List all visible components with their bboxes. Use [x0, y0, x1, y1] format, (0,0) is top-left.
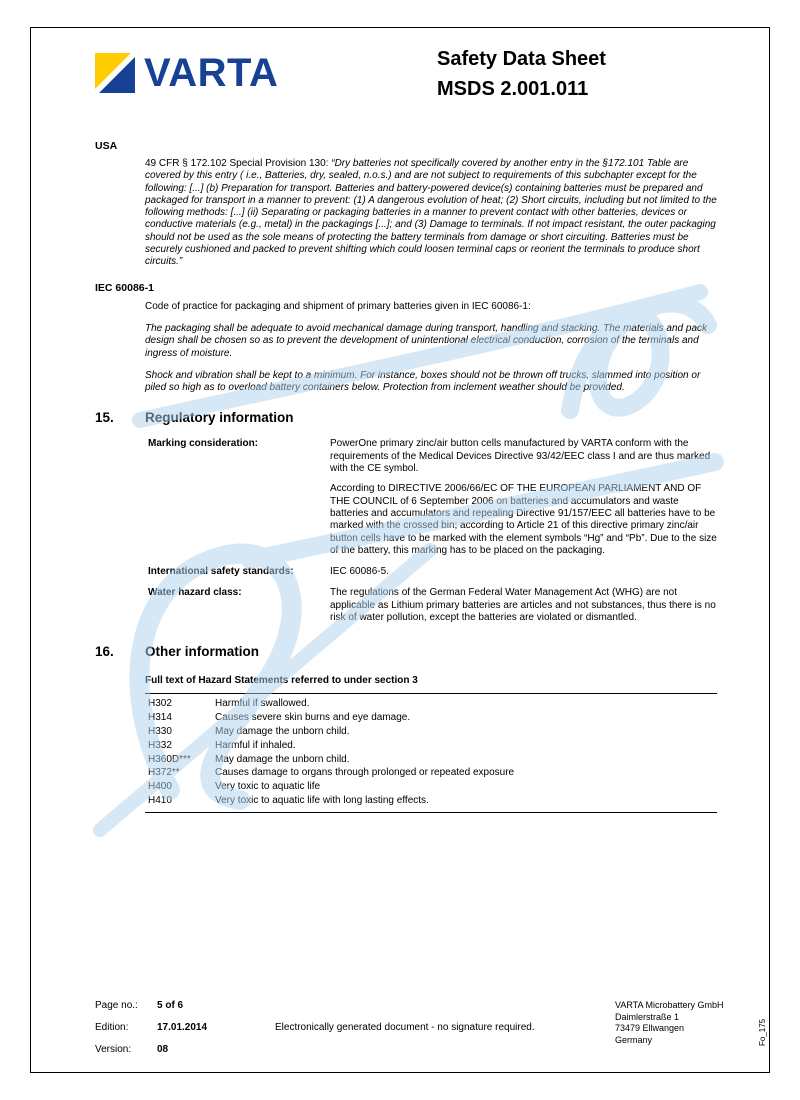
logo-wordmark: VARTA [144, 51, 279, 95]
regulatory-value-paragraph: According to DIRECTIVE 2006/66/EC OF THE EUROPEAN PARLIAMENT AND OF THE COUNCIL of 6 September 2006 on batteries and accumulators and waste batteries and accumulators and repealing Directive 91/157/EEC all batteries have to be marked with the crossed bin; according to Article 21 of this directive primary zinc/air button cells have to be marked with the element symbols “Hg” and “Pb”. Due to the size of the battery, this marking has to be placed on the packaging. [330, 483, 717, 556]
usa-paragraph-lead: 49 CFR § 172.102 Special Provision 130: [145, 158, 332, 169]
hazard-text: Very toxic to aquatic life [215, 781, 321, 793]
company-street: Daimlerstraße 1 [615, 1011, 680, 1022]
form-code: Fo_175 [758, 1018, 767, 1046]
hazard-code: H372** [148, 767, 180, 779]
company-country: Germany [615, 1034, 653, 1045]
version-value: 08 [157, 1044, 169, 1055]
hazard-row [145, 697, 717, 711]
hazard-text: Harmful if swallowed. [215, 698, 310, 710]
section-16-heading [95, 644, 717, 659]
regulatory-row-water-hazard [95, 587, 717, 624]
hazard-code: H400 [148, 781, 172, 793]
hazard-code: H330 [148, 725, 172, 737]
section-15-heading [95, 410, 717, 425]
hazard-code: H360D*** [148, 753, 191, 765]
edition-label: Edition: [95, 1022, 129, 1033]
hazard-code: H332 [148, 739, 172, 751]
hazard-row [145, 753, 717, 767]
regulatory-row-marking [95, 438, 717, 557]
regulatory-table [95, 438, 717, 624]
section-15-title: Regulatory information [145, 410, 294, 426]
company-city: 73479 Ellwangen [615, 1023, 685, 1033]
iec-intro: Code of practice for packaging and shipment of primary batteries given in IEC 60086-1: [145, 300, 531, 312]
usa-paragraph [145, 158, 717, 269]
hazard-text: Causes damage to organs through prolonged or repeated exposure [215, 767, 515, 779]
regulatory-row-label: Water hazard class: [148, 587, 242, 599]
regulatory-row-value [330, 438, 717, 557]
hazard-row [145, 780, 717, 794]
hazard-row [145, 711, 717, 725]
hazard-text: May damage the unborn child. [215, 753, 350, 765]
regulatory-row-label: International safety standards: [148, 566, 294, 578]
hazard-row [145, 725, 717, 739]
hazard-code: H302 [148, 698, 172, 710]
hazard-row [145, 766, 717, 780]
document-number: MSDS 2.001.011 [437, 78, 589, 100]
regulatory-row-label: Marking consideration: [148, 438, 259, 450]
company-address-block [615, 1000, 724, 1046]
regulatory-value-paragraph: PowerOne primary zinc/air button cells manufactured by VARTA conform with the requirements of the Medical Devices Directive 93/42/EEC class I and are thus marked with the CE symbol. [330, 438, 711, 475]
section-15-number: 15. [95, 410, 114, 426]
regulatory-row-value [330, 587, 717, 624]
signature-note: Electronically generated document - no signature required. [275, 1022, 535, 1033]
regulatory-value-paragraph: The regulations of the German Federal Water Management Act (WHG) are not applicable as Lithium primary batteries are articles and not substances, thus there is no risk of water pollution, except the batteries are violated or dismantled. [330, 587, 716, 624]
page-number-value: 5 of 6 [157, 1000, 184, 1011]
version-label: Version: [95, 1044, 132, 1055]
regulatory-value-paragraph: IEC 60086-5. [330, 566, 389, 578]
section-16-title: Other information [145, 644, 259, 660]
page-number-label: Page no.: [95, 1000, 138, 1011]
hazard-text: Very toxic to aquatic life with long lasting effects. [215, 794, 429, 806]
regulatory-row-value [330, 566, 717, 578]
iec-paragraph-2: Shock and vibration shall be kept to a minimum. For instance, boxes should not be thrown off trucks, slammed into position or piled so high as to overload battery containers below. Protection from inclement weather should be provided. [145, 369, 701, 394]
hazard-code: H410 [148, 794, 172, 806]
edition-value: 17.01.2014 [157, 1022, 208, 1033]
page-footer [95, 1000, 775, 1066]
section-16-number: 16. [95, 644, 114, 660]
hazard-row [145, 739, 717, 753]
hazard-statements-title: Full text of Hazard Statements referred to under section 3 [145, 675, 418, 687]
hazard-row [145, 794, 717, 808]
hazard-text: Harmful if inhaled. [215, 739, 296, 751]
footer-version-row [95, 1044, 775, 1066]
iec-heading: IEC 60086-1 [95, 281, 154, 294]
hazard-statements-table [145, 693, 717, 812]
varta-logo [95, 52, 278, 94]
document-type: Safety Data Sheet [437, 48, 606, 70]
varta-logo-icon [95, 53, 135, 93]
usa-paragraph-quote: “Dry batteries not specifically covered by another entry in the §172.101 Table are covered by this entry ( i.e., Batteries, dry, sealed, n.o.s.) and are not subject to requirements of this subchapter except for the following: [...] (b) Preparation for transport. Batteries and battery-powered device(s) containing batteries must be prepared and packaged for transport in a manner to prevent: (1) A dangerous evolution of heat; (2) Short circuits, including but not limited to the following methods: [...] (ii) Separating or packaging batteries in a manner to prevent contact with other batteries, devices or conductive materials (e.g., metal) in the packagings [...]; and (3) Damage to terminals. If not impact resistant, the outer packaging should not be used as the sole means of protecting the battery terminals from damage or short circuiting. Batteries must be securely cushioned and packed to prevent shifting which could loosen terminal caps or reorient the terminals to produce short circuits.” [145, 158, 717, 268]
document-title [437, 42, 717, 104]
document-body [95, 42, 717, 813]
document-header [95, 42, 717, 104]
hazard-text: May damage the unborn child. [215, 725, 350, 737]
company-name: VARTA Microbattery GmbH [615, 1000, 724, 1010]
regulatory-row-standards [95, 566, 717, 578]
hazard-text: Causes severe skin burns and eye damage. [215, 712, 411, 724]
iec-paragraph-1: The packaging shall be adequate to avoid mechanical damage during transport, handling and stacking. The materials and pack design shall be chosen so as to prevent the development of unintentional electrical conduction, corrosion of the terminals and ingress of moisture. [145, 322, 708, 359]
hazard-code: H314 [148, 712, 172, 724]
usa-heading: USA [95, 140, 118, 152]
